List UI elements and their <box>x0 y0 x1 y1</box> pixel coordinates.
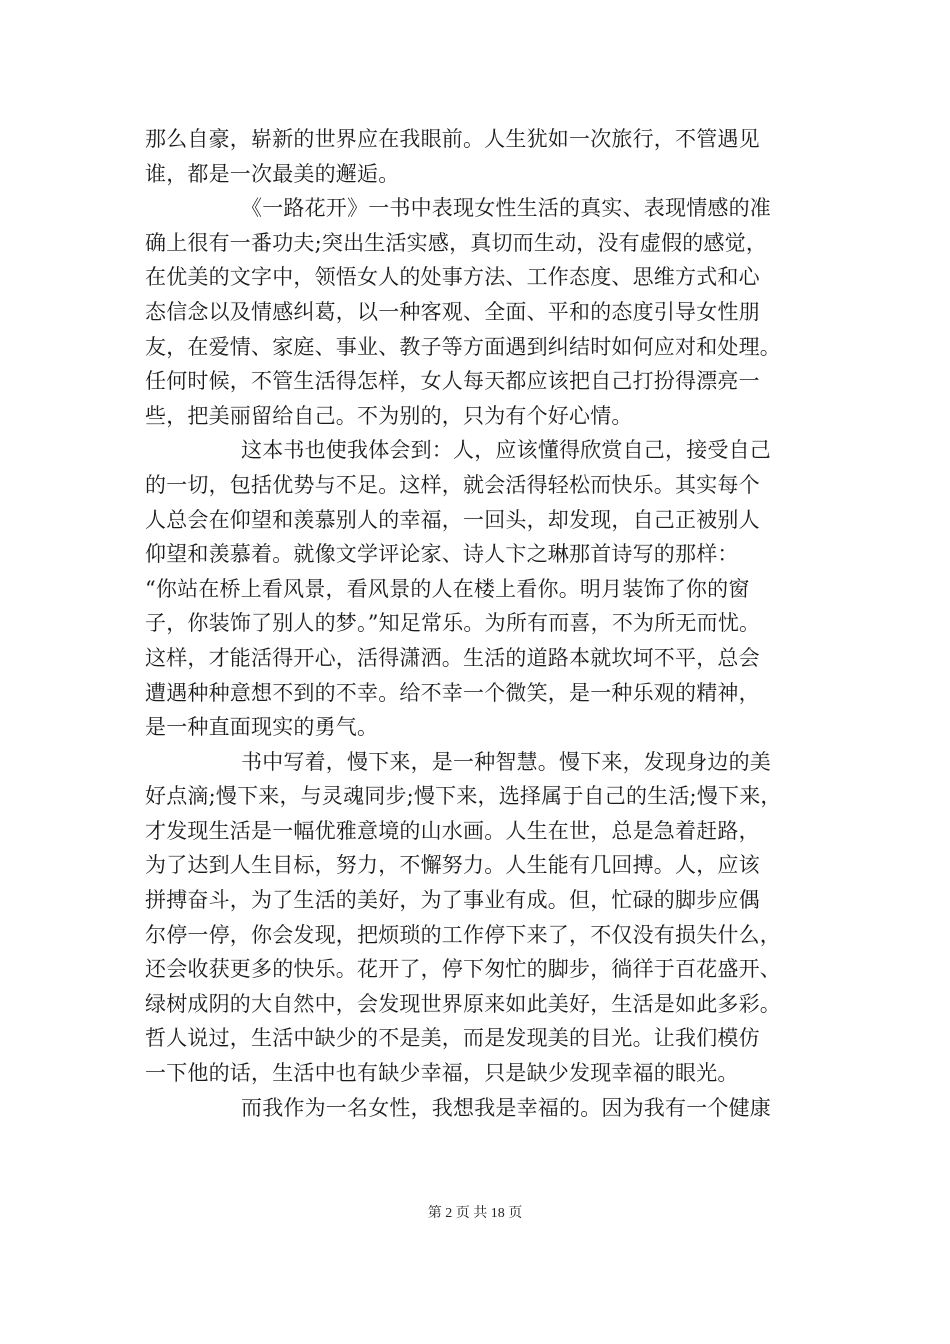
text-line: 书中写着，慢下来，是一种智慧。慢下来，发现身边的美 <box>241 749 771 774</box>
text-line: 态信念以及情感纠葛，以一种客观、全面、平和的态度引导女性朋 <box>145 299 760 324</box>
text-line: 才发现生活是一幅优雅意境的山水画。人生在世，总是急着赶路， <box>145 818 760 843</box>
text-line: 绿树成阴的大自然中，会发现世界原来如此美好，生活是如此多彩。 <box>145 991 781 1016</box>
text-line: 而我作为一名女性，我想我是幸福的。因为我有一个健康 <box>241 1095 771 1120</box>
text-line: 任何时候，不管生活得怎样，女人每天都应该把自己打扮得漂亮一 <box>145 369 760 394</box>
text-line: 那么自豪，崭新的世界应在我眼前。人生犹如一次旅行，不管遇见 <box>145 127 760 151</box>
text-line: 在优美的文字中，领悟女人的处事方法、工作态度、思维方式和心 <box>145 265 760 290</box>
paragraph-3 <box>145 433 825 744</box>
paragraph-5 <box>145 1091 825 1126</box>
text-line: 好点滴;慢下来，与灵魂同步;慢下来，选择属于自己的生活;慢下来， <box>145 784 782 809</box>
page-number: 第 2 页 共 18 页 <box>427 1206 523 1221</box>
text-line: 这本书也使我体会到：人，应该懂得欣赏自己，接受自己 <box>241 438 771 463</box>
text-line: 还会收获更多的快乐。花开了，停下匆忙的脚步，徜徉于百花盛开、 <box>145 957 781 982</box>
text-line: 仰望和羡慕着。就像文学评论家、诗人卞之琳那首诗写的那样： <box>145 542 739 567</box>
text-line: 哲人说过，生活中缺少的不是美，而是发现美的目光。让我们模仿 <box>145 1026 760 1051</box>
text-line: 《一路花开》一书中表现女性生活的真实、表现情感的准 <box>241 196 771 221</box>
text-line: 的一切，包括优势与不足。这样，就会活得轻松而快乐。其实每个 <box>145 472 760 497</box>
text-line: 人总会在仰望和羡慕别人的幸福，一回头，却发现，自己正被别人 <box>145 507 760 532</box>
paragraph-2 <box>145 191 825 433</box>
text-line: 这样，才能活得开心，活得潇洒。生活的道路本就坎坷不平，总会 <box>145 645 760 670</box>
text-line: 是一种直面现实的勇气。 <box>145 715 379 740</box>
text-line: “你站在桥上看风景，看风景的人在楼上看你。明月装饰了你的窗 <box>145 576 750 601</box>
text-line: 子，你装饰了别人的梦。”知足常乐。为所有而喜，不为所无而忧。 <box>145 611 761 636</box>
text-line: 尔停一停，你会发现，把烦琐的工作停下来了，不仅没有损失什么， <box>145 922 781 947</box>
text-line: 一下他的话，生活中也有缺少幸福，只是缺少发现幸福的眼光。 <box>145 1061 739 1086</box>
text-line: 遭遇种种意想不到的不幸。给不幸一个微笑，是一种乐观的精神， <box>145 680 760 705</box>
text-line: 友，在爱情、家庭、事业、教子等方面遇到纠结时如何应对和处理。 <box>145 334 781 359</box>
paragraph-1 <box>145 122 825 191</box>
document-page-body <box>145 122 825 1125</box>
text-line: 确上很有一番功夫;突出生活实感，真切而生动，没有虚假的感觉， <box>145 230 768 255</box>
text-line: 谁，都是一次最美的邂逅。 <box>145 161 400 186</box>
page-footer <box>0 1202 950 1222</box>
paragraph-4 <box>145 745 825 1091</box>
text-line: 为了达到人生目标，努力，不懈努力。人生能有几回搏。人，应该 <box>145 853 760 878</box>
text-line: 拼搏奋斗，为了生活的美好，为了事业有成。但，忙碌的脚步应偶 <box>145 888 760 913</box>
text-line: 些，把美丽留给自己。不为别的，只为有个好心情。 <box>145 403 633 428</box>
